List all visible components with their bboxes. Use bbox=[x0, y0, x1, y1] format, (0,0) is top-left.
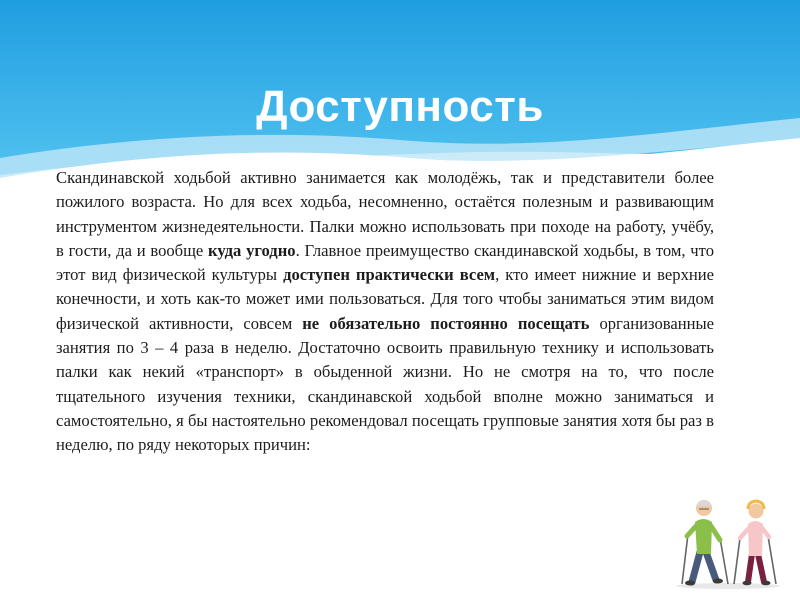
nordic-walking-couple-icon bbox=[668, 482, 788, 590]
body-text-part: , кто имеет нижние и верхние конечности, и хоть как-то может ими пользоваться. Для того чтобы заниматься этим видом физической активности, совсем bbox=[56, 265, 715, 333]
body-paragraph bbox=[56, 166, 714, 458]
body-text-part: . Главное преимущество скандинавской ходьбы, в том, что этот вид физической культуры bbox=[56, 240, 714, 285]
body-bold-text: доступен практически всем bbox=[283, 265, 496, 285]
body-bold-text: куда угодно bbox=[208, 240, 296, 260]
body-bold-text: не обязательно постоянно посещать bbox=[302, 313, 590, 333]
body-text-part: организованные занятия по 3 – 4 раза в неделю. Достаточно освоить правильную технику и использовать палки как некий «транспорт» в обыденной жизни. Но не смотря на то, что после тщательного изучения техники, скандинавской ходьбой вполне можно заниматься и самостоятельно, я бы настоятельно рекомендовал посещать групповые занятия хотя бы раз в неделю, по ряду некоторых причин: bbox=[56, 313, 714, 455]
body-text-part: Скандинавской ходьбой активно занимается как молодёжь, так и представители более пожилого возраста. Но для всех ходьба, несомненно, остаётся полезным и развивающим инструментом жизнедеятельности. Палки можно использовать при походе на работу, учёбу, в гости, да и вообще bbox=[56, 168, 714, 260]
slide-title: Доступность bbox=[256, 82, 544, 131]
